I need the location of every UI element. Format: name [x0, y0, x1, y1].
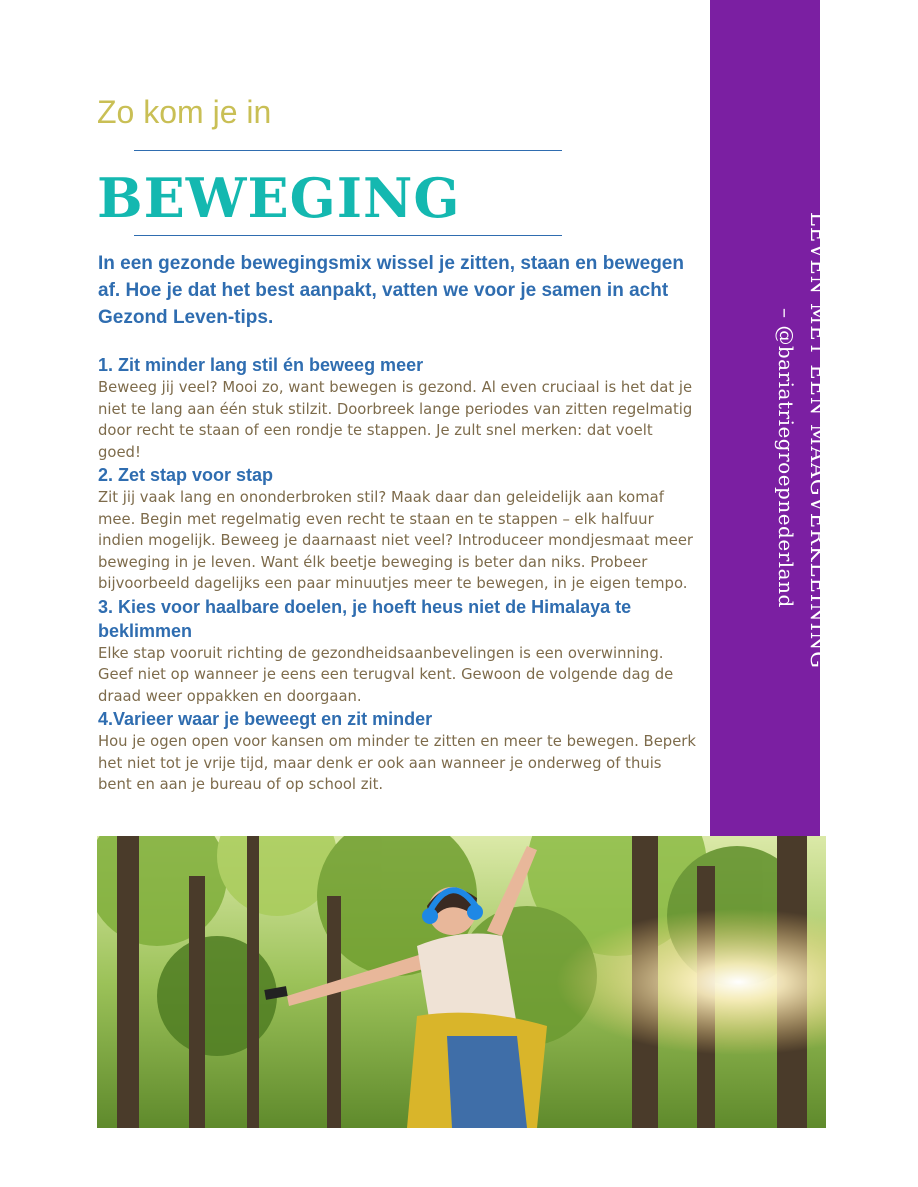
divider-top — [134, 150, 562, 151]
side-band-handle: – @bariatriegroepnederland — [774, 308, 798, 608]
article-body — [98, 250, 698, 796]
tip-body-1: Beweeg jij veel? Mooi zo, want bewegen is gezond. Al even cruciaal is het dat je niet te lang aan één stuk stilzit. Doorbreek lange periodes van zitten regelmatig door recht te staan of een rondje te stappen. Je zult snel merken: dat voelt goed! — [98, 379, 693, 461]
intro-paragraph: In een gezonde bewegingsmix wissel je zitten, staan en bewegen af. Hoe je dat het best aanpakt, vatten we voor je samen in acht Gezond Leven-tips. — [98, 253, 684, 328]
page-title: BEWEGING — [97, 166, 461, 230]
tip-body-4: Hou je ogen open voor kansen om minder te zitten en meer te bewegen. Beperk het niet tot je vrije tijd, maar denk er ook aan wanneer je onderweg of thuis bent en aan je bureau of op school zit. — [98, 733, 696, 793]
heading-kicker: Zo kom je in — [97, 94, 272, 130]
tip-body-3: Elke stap vooruit richting de gezondheidsaanbevelingen is een overwinning. Geef niet op wanneer je eens een terugval kent. Gewoon de volgende dag de draad weer oppakken en doorgaan. — [98, 644, 674, 705]
tip-heading-4: 4.Varieer waar je beweegt en zit minder — [98, 709, 433, 729]
side-band — [710, 0, 830, 836]
tip-heading-1: 1. Zit minder lang stil én beweeg meer — [98, 355, 424, 375]
tip-body-2: Zit jij vaak lang en ononderbroken stil? Maak daar dan geleidelijk aan komaf mee. Begin met regelmatig even recht te staan en te stappen – elk halfuur indien mogelijk. Beweeg je daarnaast niet veel? Introduceer mondjesmaat meer beweging in je leven. Want élk beetje beweging is beter dan niks. Probeer bijvoorbeeld dagelijks een paar minuutjes meer te bewegen, in je eigen tempo. — [98, 489, 694, 592]
side-band-title: LEVEN MET EEN MAAGVERKLEINING — [806, 212, 830, 670]
tip-heading-2: 2. Zet stap voor stap — [98, 465, 274, 485]
tip-heading-3: 3. Kies voor haalbare doelen, je hoeft heus niet de Himalaya te beklimmen — [98, 596, 632, 641]
woman-dancing-in-park-photo — [97, 836, 826, 1128]
divider-bottom — [134, 235, 562, 236]
